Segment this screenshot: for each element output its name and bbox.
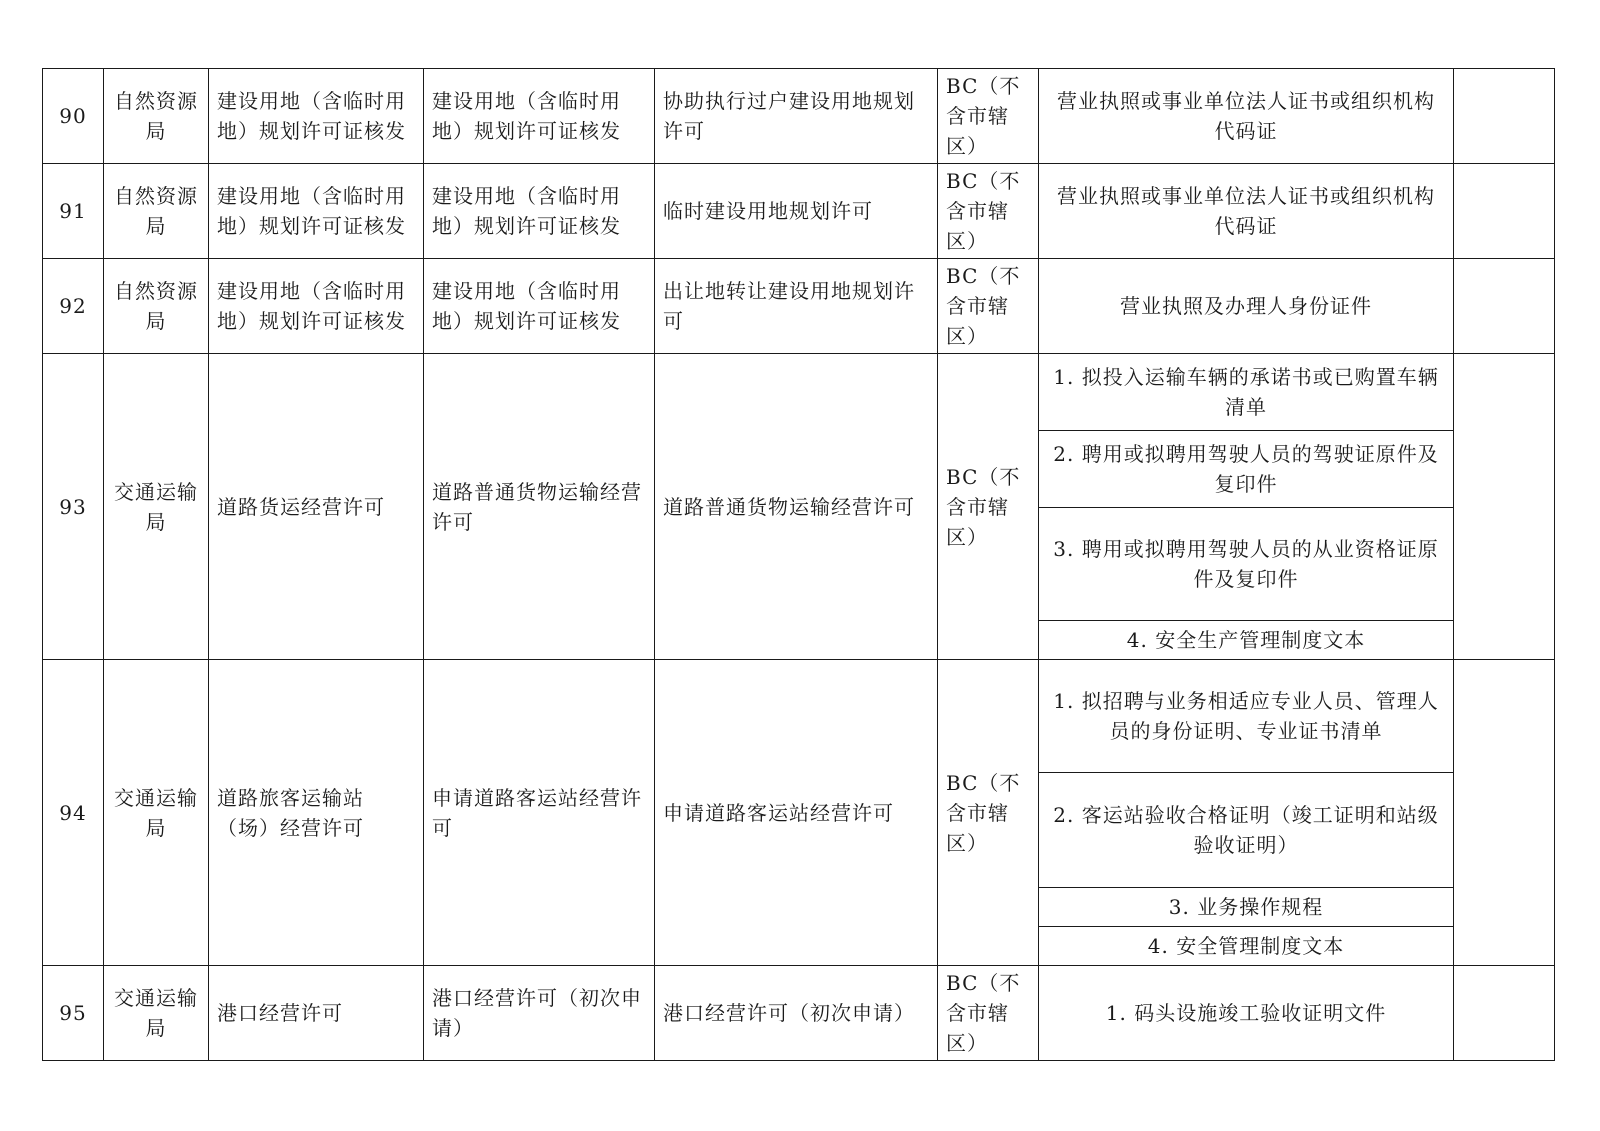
material-cell: 3. 聘用或拟聘用驾驶人员的从业资格证原件及复印件 (1039, 508, 1454, 621)
department-cell: 交通运输局 (104, 354, 209, 660)
item-cell: 建设用地（含临时用地）规划许可证核发 (209, 164, 424, 259)
department-cell: 自然资源局 (104, 164, 209, 259)
department-cell: 交通运输局 (104, 966, 209, 1061)
item-cell: 港口经营许可 (209, 966, 424, 1061)
sub-item-cell: 建设用地（含临时用地）规划许可证核发 (424, 69, 655, 164)
case-cell: 道路普通货物运输经营许可 (655, 354, 938, 660)
note-cell (1454, 164, 1555, 259)
material-cell: 营业执照或事业单位法人证书或组织机构代码证 (1039, 164, 1454, 259)
permit-materials-table (42, 68, 1555, 1061)
item-cell: 建设用地（含临时用地）规划许可证核发 (209, 69, 424, 164)
item-cell: 建设用地（含临时用地）规划许可证核发 (209, 259, 424, 354)
case-cell: 协助执行过户建设用地规划许可 (655, 69, 938, 164)
table-row (43, 354, 1555, 431)
department-cell: 自然资源局 (104, 259, 209, 354)
note-cell (1454, 660, 1555, 966)
case-cell: 申请道路客运站经营许可 (655, 660, 938, 966)
sub-item-cell: 建设用地（含临时用地）规划许可证核发 (424, 259, 655, 354)
row-number: 94 (43, 660, 104, 966)
material-cell: 2. 客运站验收合格证明（竣工证明和站级验收证明） (1039, 773, 1454, 888)
material-cell: 1. 拟招聘与业务相适应专业人员、管理人员的身份证明、专业证书清单 (1039, 660, 1454, 773)
material-cell: 1. 拟投入运输车辆的承诺书或已购置车辆清单 (1039, 354, 1454, 431)
department-cell: 交通运输局 (104, 660, 209, 966)
sub-item-cell: 申请道路客运站经营许可 (424, 660, 655, 966)
row-number: 92 (43, 259, 104, 354)
note-cell (1454, 354, 1555, 660)
material-cell: 营业执照或事业单位法人证书或组织机构代码证 (1039, 69, 1454, 164)
scope-cell: BC（不含市辖区） (938, 259, 1039, 354)
scope-cell: BC（不含市辖区） (938, 354, 1039, 660)
table-row (43, 966, 1555, 1061)
scope-cell: BC（不含市辖区） (938, 966, 1039, 1061)
sub-item-cell: 建设用地（含临时用地）规划许可证核发 (424, 164, 655, 259)
material-cell: 2. 聘用或拟聘用驾驶人员的驾驶证原件及复印件 (1039, 431, 1454, 508)
note-cell (1454, 966, 1555, 1061)
table-row (43, 660, 1555, 773)
row-number: 93 (43, 354, 104, 660)
row-number: 90 (43, 69, 104, 164)
case-cell: 港口经营许可（初次申请） (655, 966, 938, 1061)
item-cell: 道路货运经营许可 (209, 354, 424, 660)
case-cell: 出让地转让建设用地规划许可 (655, 259, 938, 354)
department-cell: 自然资源局 (104, 69, 209, 164)
row-number: 91 (43, 164, 104, 259)
scope-cell: BC（不含市辖区） (938, 164, 1039, 259)
scope-cell: BC（不含市辖区） (938, 69, 1039, 164)
note-cell (1454, 69, 1555, 164)
case-cell: 临时建设用地规划许可 (655, 164, 938, 259)
material-cell: 1. 码头设施竣工验收证明文件 (1039, 966, 1454, 1061)
sub-item-cell: 港口经营许可（初次申请） (424, 966, 655, 1061)
table-row (43, 259, 1555, 354)
material-cell: 4. 安全管理制度文本 (1039, 927, 1454, 966)
table-row (43, 69, 1555, 164)
scope-cell: BC（不含市辖区） (938, 660, 1039, 966)
item-cell: 道路旅客运输站（场）经营许可 (209, 660, 424, 966)
table-row (43, 164, 1555, 259)
material-cell: 4. 安全生产管理制度文本 (1039, 621, 1454, 660)
material-cell: 3. 业务操作规程 (1039, 888, 1454, 927)
material-cell: 营业执照及办理人身份证件 (1039, 259, 1454, 354)
row-number: 95 (43, 966, 104, 1061)
note-cell (1454, 259, 1555, 354)
sub-item-cell: 道路普通货物运输经营许可 (424, 354, 655, 660)
